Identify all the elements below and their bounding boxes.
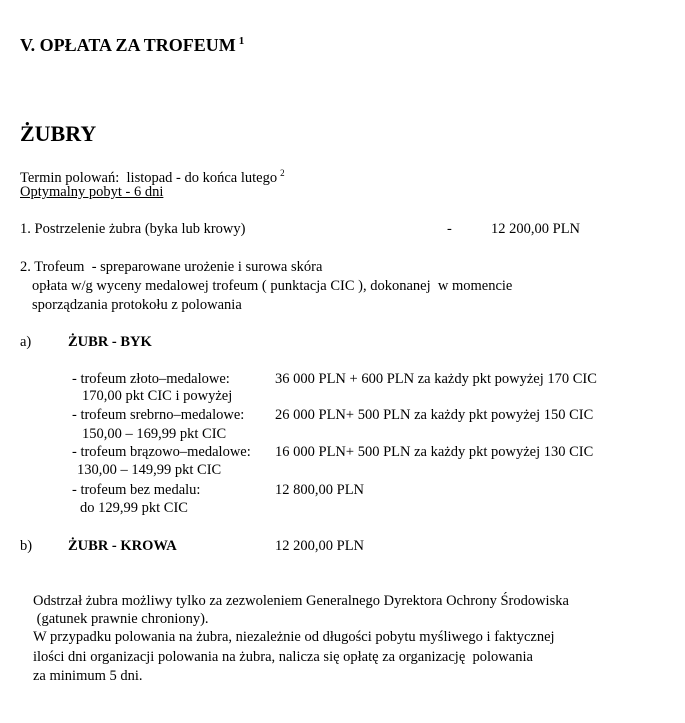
item1-label: 1. Postrzelenie żubra (byka lub krowy) bbox=[20, 221, 246, 237]
bull-row-silver-label: - trofeum srebrno–medalowe: bbox=[72, 407, 245, 423]
note-line-1: Odstrzał żubra możliwy tylko za zezwoleniem Generalnego Dyrektora Ochrony Środowiska bbox=[33, 593, 569, 609]
bull-row-none-label: - trofeum bez medalu: bbox=[72, 482, 201, 498]
note-line-5: za minimum 5 dni. bbox=[33, 668, 143, 684]
note-line-2: (gatunek prawnie chroniony). bbox=[33, 611, 209, 627]
bull-row-none-range: do 129,99 pkt CIC bbox=[80, 500, 188, 516]
bull-row-silver-price: 26 000 PLN+ 500 PLN za każdy pkt powyżej 150 CIC bbox=[275, 407, 594, 423]
bull-row-none-price: 12 800,00 PLN bbox=[275, 482, 365, 498]
note-line-3: W przypadku polowania na żubra, niezależnie od długości pobytu myśliwego i faktycznej bbox=[33, 629, 555, 645]
bull-row-gold-range: 170,00 pkt CIC i powyżej bbox=[82, 388, 233, 404]
item2-line1: 2. Trofeum - spreparowane urożenie i surowa skóra bbox=[20, 259, 323, 275]
item2-line2: opłata w/g wyceny medalowej trofeum ( punktacja CIC ), dokonanej w momencie bbox=[32, 278, 513, 294]
bull-title: ŻUBR - BYK bbox=[68, 334, 152, 350]
item1-dash: - bbox=[447, 221, 452, 237]
bull-row-gold-label: - trofeum złoto–medalowe: bbox=[72, 371, 230, 387]
optimal-stay: Optymalny pobyt - 6 dni bbox=[20, 184, 164, 200]
item1-price: 12 200,00 PLN bbox=[491, 221, 581, 237]
bull-row-bronze-label: - trofeum brązowo–medalowe: bbox=[72, 444, 251, 460]
season-line bbox=[20, 165, 285, 186]
bull-marker: a) bbox=[20, 334, 32, 350]
cow-marker: b) bbox=[20, 538, 33, 554]
cow-title: ŻUBR - KROWA bbox=[68, 538, 177, 554]
item2-line3: sporządzania protokołu z polowania bbox=[32, 297, 242, 313]
note-line-4: ilości dni organizacji polowania na żubra, nalicza się opłatę za organizację polowania bbox=[33, 649, 533, 665]
bull-row-gold-price: 36 000 PLN + 600 PLN za każdy pkt powyżej 170 CIC bbox=[275, 371, 597, 387]
section-title bbox=[20, 35, 244, 56]
season-footnote: 2 bbox=[280, 168, 285, 178]
section-title-text: V. OPŁATA ZA TROFEUM bbox=[20, 35, 236, 55]
bull-row-bronze-price: 16 000 PLN+ 500 PLN za każdy pkt powyżej 130 CIC bbox=[275, 444, 594, 460]
section-title-footnote: 1 bbox=[238, 35, 245, 47]
species-heading: ŻUBRY bbox=[20, 121, 97, 146]
cow-price: 12 200,00 PLN bbox=[275, 538, 365, 554]
season-text: Termin polowań: listopad - do końca lutego bbox=[20, 170, 278, 186]
bull-row-bronze-range: 130,00 – 149,99 pkt CIC bbox=[77, 462, 222, 478]
bull-row-silver-range: 150,00 – 169,99 pkt CIC bbox=[82, 426, 227, 442]
